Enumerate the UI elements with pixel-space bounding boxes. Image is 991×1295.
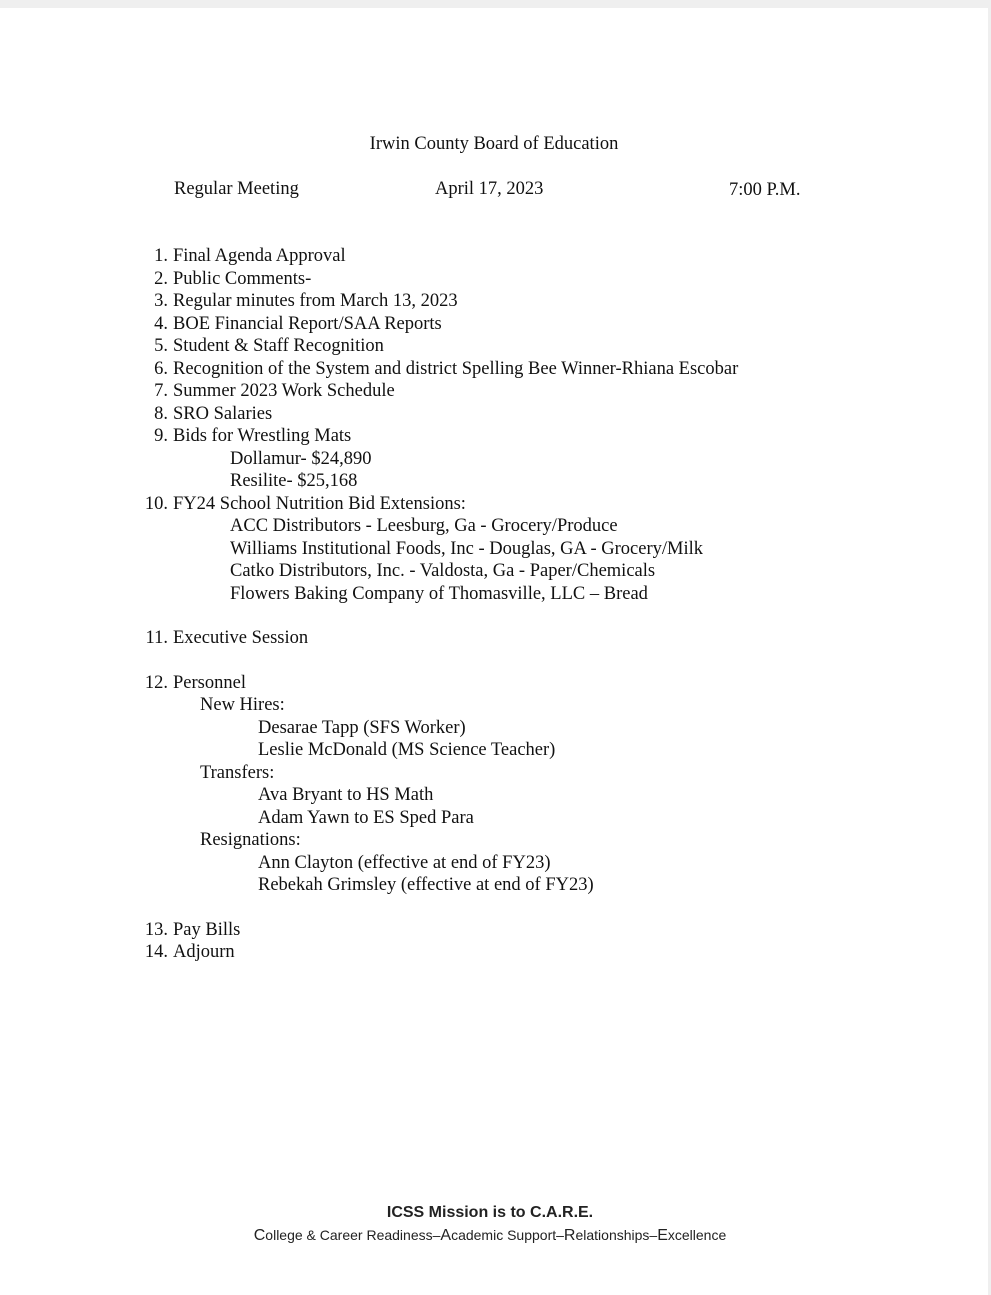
mission-statement — [0, 1227, 980, 1245]
item-text: Personnel — [173, 672, 246, 693]
item-number: 14. — [144, 942, 168, 962]
meeting-type: Regular Meeting — [174, 179, 299, 199]
item-number: 10. — [144, 493, 168, 514]
item-text: Executive Session — [173, 628, 309, 648]
care-initial: E — [657, 1227, 668, 1244]
item-text: FY24 School Nutrition Bid Extensions: — [173, 493, 466, 514]
bid-entry: ACC Distributors - Leesburg, Ga - Grocery/Produce — [230, 516, 618, 536]
item-text: Regular minutes from March 13, 2023 — [173, 291, 458, 311]
item-text: Recognition of the System and district Spelling Bee Winner-Rhiana Escobar — [173, 358, 739, 379]
care-text: elationships– — [575, 1227, 658, 1243]
category-label: New Hires: — [200, 695, 285, 715]
item-number: 11. — [145, 628, 168, 648]
care-text: ollege & Career Readiness– — [265, 1227, 441, 1243]
mission-title: ICSS Mission is to C.A.R.E. — [386, 1204, 594, 1221]
person-entry: Ava Bryant to HS Math — [258, 785, 434, 805]
meeting-date: April 17, 2023 — [435, 179, 544, 199]
item-number: 13. — [144, 919, 168, 940]
item-text: Pay Bills — [173, 919, 241, 940]
item-number: 12. — [144, 672, 168, 693]
item-number: 8. — [154, 403, 168, 424]
bid-entry: Williams Institutional Foods, Inc - Douglas, GA - Grocery/Milk — [230, 538, 704, 559]
bid-entry: Dollamur- $24,890 — [230, 448, 372, 469]
item-text: Bids for Wrestling Mats — [173, 426, 352, 446]
care-text: cademic Support– — [451, 1227, 564, 1243]
meeting-time: 7:00 P.M. — [729, 180, 801, 200]
item-number: 5. — [154, 336, 168, 356]
item-number: 1. — [154, 246, 168, 266]
document-page — [0, 8, 988, 1295]
item-number: 7. — [154, 381, 168, 401]
care-text: xcellence — [667, 1227, 727, 1243]
care-initial: R — [563, 1227, 576, 1244]
person-entry: Leslie McDonald (MS Science Teacher) — [258, 740, 556, 760]
item-text: BOE Financial Report/SAA Reports — [173, 313, 442, 334]
category-label: Transfers: — [200, 762, 275, 783]
item-text: Summer 2023 Work Schedule — [173, 381, 395, 401]
person-entry: Ann Clayton (effective at end of FY23) — [258, 852, 551, 873]
person-entry: Desarae Tapp (SFS Worker) — [258, 717, 466, 738]
item-number: 6. — [154, 358, 168, 379]
document-title: Irwin County Board of Education — [369, 134, 619, 154]
item-text: Student & Staff Recognition — [173, 336, 384, 356]
person-entry: Adam Yawn to ES Sped Para — [258, 807, 474, 828]
bid-entry: Catko Distributors, Inc. - Valdosta, Ga - Paper/Chemicals — [230, 561, 656, 581]
item-text: Final Agenda Approval — [173, 246, 346, 266]
item-number: 2. — [154, 268, 168, 289]
item-number: 9. — [154, 426, 168, 446]
bid-entry: Flowers Baking Company of Thomasville, LLC – Bread — [230, 583, 648, 604]
category-label: Resignations: — [200, 830, 301, 850]
person-entry: Rebekah Grimsley (effective at end of FY23) — [258, 875, 594, 895]
item-number: 3. — [154, 291, 168, 311]
item-text: Public Comments- — [173, 268, 312, 289]
care-initial: C — [253, 1227, 266, 1244]
item-number: 4. — [154, 313, 168, 334]
item-text: Adjourn — [173, 942, 235, 962]
item-text: SRO Salaries — [173, 403, 273, 424]
bid-entry: Resilite- $25,168 — [230, 471, 358, 491]
care-initial: A — [440, 1227, 452, 1244]
